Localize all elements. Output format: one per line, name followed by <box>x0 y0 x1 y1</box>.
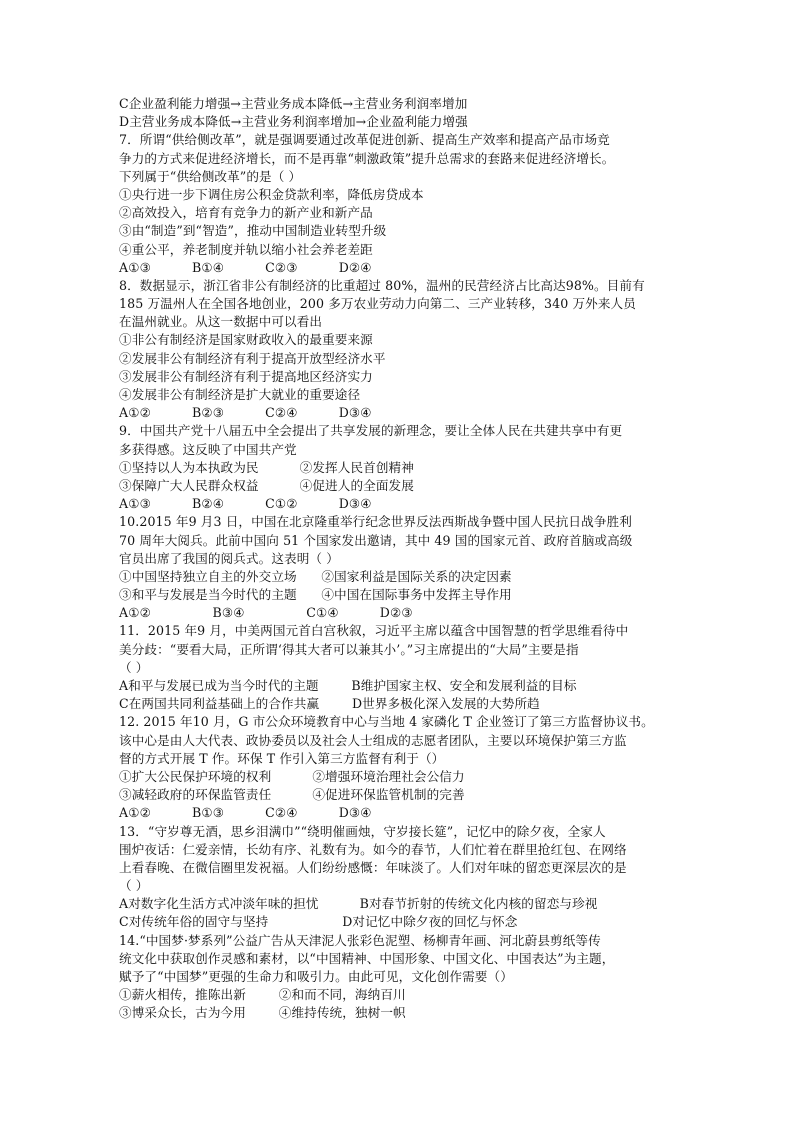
statement-pair: ①薪火相传，推陈出新 ②和而不同，海纳百川 <box>119 987 406 1003</box>
answer-options: A和平与发展已成为当今时代的主题 B维护国家主权、安全和发展利益的目标 <box>119 678 577 693</box>
statement-item: ④重公平，养老制度并轨以缩小社会养老差距 <box>119 241 373 257</box>
question-12-text: 12. 2015 年10 月，G 市公众环境教育中心与当地 4 家磷化 T 企业签订了第三方监督协议书。 <box>119 714 654 730</box>
option-c-q6: C企业盈利能力增强→主营业务成本降低→主营业务利润率增加 <box>119 96 468 111</box>
question-14-text: 赋予了“中国梦”更强的生命力和吸引力。由此可见，文化创作需要（） <box>119 969 513 984</box>
statement-item: ①央行进一步下调住房公积金贷款利率，降低房贷成本 <box>119 186 424 202</box>
question-13-text: 围炉夜话：仁爱亲情，长幼有序、礼数有为。如今的春节，人们忙着在群里抢红包、在网络 <box>119 841 627 857</box>
statement-pair: ①中国坚持独立自主的外交立场 ②国家利益是国际关系的决定因素 <box>119 568 512 584</box>
answer-options: A对数字化生活方式冲淡年味的担忧 B对春节折射的传统文化内核的留恋与珍视 <box>119 896 598 912</box>
statement-item: ③由“制造”到“智造”，推动中国制造业转型升级 <box>119 223 387 239</box>
exam-page <box>119 95 679 1023</box>
question-10-text: 70 周年大阅兵。此前中国向 51 个国家发出邀请，其中 49 国的国家元首、政府首脑或高级 <box>119 532 633 548</box>
question-8-text: 185 万温州人在全国各地创业，200 多万农业劳动力向第二、三产业转移，340 万外来人员 <box>119 296 636 312</box>
answer-options: A①② B②③ C②④ D③④ <box>119 405 372 421</box>
question-7-text: 7．所谓“供给侧改革”，就是强调要通过改革促进创新、提高生产效率和提高产品市场竞 <box>119 132 610 148</box>
question-14-text: 统文化中获取创作灵感和素材，以“中国精神、中国形象、中国文化、中国表达”为主题， <box>119 950 615 966</box>
answer-options: A①② B①③ C②④ D③④ <box>119 805 372 821</box>
statement-item: ①非公有制经济是国家财政收入的最重要来源 <box>119 332 373 348</box>
question-13-text: 上看春晚、在微信圈里发祝福。人们纷纷感慨：年味淡了。人们对年味的留恋更深层次的是 <box>119 859 627 875</box>
answer-options: C对传统年俗的固守与坚持 D对记忆中除夕夜的回忆与怀念 <box>119 914 518 930</box>
statement-pair: ③保障广大人民群众权益 ④促进人的全面发展 <box>119 477 414 493</box>
question-8-text: 8．数据显示，浙江省非公有制经济的比重超过 80%，温州的民营经济占比高达98%。目前有 <box>119 277 645 293</box>
option-d-q6: D主营业务成本降低→主营业务利润率增加→企业盈利能力增强 <box>119 114 468 130</box>
question-11-text: 11．2015 年9 月，中美两国元首白宫秋叙，习近平主席以蕴含中国智慧的哲学思维看待中 <box>119 623 629 639</box>
question-11-text: （ ） <box>119 659 149 675</box>
answer-options: C在两国共同利益基础上的合作共赢 D世界多极化深入发展的大势所趋 <box>119 696 540 712</box>
question-9-text: 9．中国共产党十八届五中全会提出了共享发展的新理念，要让全体人民在共建共享中有更 <box>119 423 623 439</box>
statement-pair: ③博采众长，古为今用 ④维持传统，独树一帜 <box>119 1005 406 1021</box>
question-10-text: 官员出席了我国的阅兵式。这表明（ ） <box>119 550 339 566</box>
statement-item: ②高效投入，培育有竞争力的新产业和新产品 <box>119 205 373 221</box>
statement-pair: ③减轻政府的环保监管责任 ④促进环保监管机制的完善 <box>119 787 465 803</box>
answer-options: A①② B③④ C①④ D②③ <box>119 605 413 621</box>
statement-pair: ①扩大公民保护环境的权利 ②增强环境治理社会公信力 <box>119 768 465 784</box>
question-13-text: （ ） <box>119 878 149 894</box>
question-14-text: 14.“中国梦·梦系列”公益广告从天津泥人张彩色泥塑、杨柳青年画、河北蔚县剪纸等传 <box>119 932 601 948</box>
answer-options: A①③ B①④ C②③ D②④ <box>119 259 372 275</box>
statement-pair: ①坚持以人为本执政为民 ②发挥人民首创精神 <box>119 459 414 475</box>
statement-item: ④发展非公有制经济是扩大就业的重要途径 <box>119 387 361 402</box>
question-9-text: 多获得感。这反映了中国共产党 <box>119 441 297 457</box>
question-12-text: 该中心是由人大代表、政协委员以及社会人士组成的志愿者团队，主要以环境保护第三方监 <box>119 732 627 748</box>
question-12-text: 督的方式开展 T 作。环保 T 作引入第三方监督有利于（） <box>119 750 445 766</box>
question-8-text: 在温州就业。从这一数据中可以看出 <box>119 314 323 330</box>
statement-item: ③发展非公有制经济有利于提高地区经济实力 <box>119 368 373 384</box>
answer-options: A①③ B②④ C①② D③④ <box>119 496 372 512</box>
statement-pair: ③和平与发展是当今时代的主题 ④中国在国际事务中发挥主导作用 <box>119 587 512 603</box>
question-7-text: 下列属于“供给侧改革”的是（ ） <box>119 168 302 184</box>
question-7-text: 争力的方式来促进经济增长，而不是再靠“刺激政策”提升总需求的套路来促进经济增长。 <box>119 150 615 166</box>
statement-item: ②发展非公有制经济有利于提高开放型经济水平 <box>119 350 386 366</box>
question-11-text: 美分歧：“要看大局，正所谓‘得其大者可以兼其小’。”习主席提出的“大局”主要是指 <box>119 641 579 657</box>
question-10-text: 10.2015 年9 月3 日，中国在北京隆重举行纪念世界反法西斯战争暨中国人民抗日战争胜利 <box>119 514 632 530</box>
question-13-text: 13．“守岁尊无酒，思乡泪满巾”“绕明催画烛，守岁接长筵”，记忆中的除夕夜，全家人 <box>119 823 606 839</box>
